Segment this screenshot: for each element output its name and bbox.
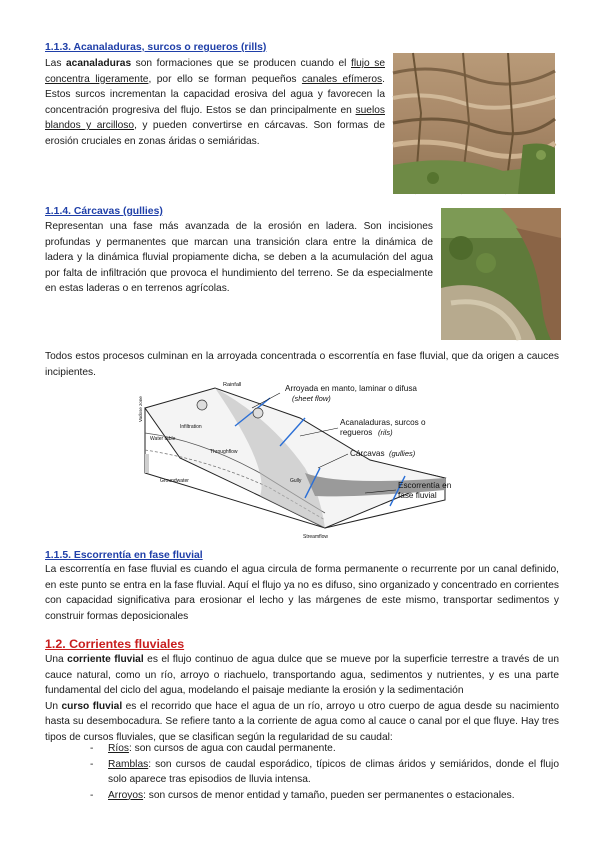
label-vadose: Vadose zone [138,396,143,422]
erosion-diagram [140,378,470,540]
corriente-fluvial-paragraph: Una corriente fluvial es el flujo continuo de agua dulce que se mueve por la superficie terrestre a través de un cauce natural, como un río, arroyo o riachuelo, transportando agua, sedimentos y nutrientes, y es una parte fundamental del ciclo del agua, modelando el paisaje mediante la erosión y la sedimentación [45,654,559,697]
label-streamflow: Streamflow [303,534,329,540]
list-item: - Ramblas: son cursos de caudal esporádico, típicos de climas áridos y semiáridos, donde el flujo solo aparece tras episodios de lluvia intensa. [90,758,559,786]
rills-photo [393,53,555,194]
section-114-heading: 1.1.4. Cárcavas (gullies) [45,206,163,217]
course-types-list [90,741,559,803]
label-rainfall: Rainfall [223,382,242,388]
label-sheet-flow-en: (sheet flow) [292,394,331,403]
label-gully: Gully [290,478,302,484]
label-water-table: Water table [150,436,176,442]
list-item: - Ríos: son cursos de agua con caudal permanente. [90,743,336,754]
label-rills-1: Acanaladuras, surcos o [340,418,426,427]
section-115-heading: 1.1.5. Escorrentía en fase fluvial [45,550,203,561]
label-infiltration: Infiltration [180,424,202,430]
section-113-heading: 1.1.3. Acanaladuras, surcos o regueros (rills) [45,42,267,53]
section-12-body [45,652,559,746]
label-groundwater: Groundwater [160,478,189,484]
label-throughflow: Throughflow [210,449,238,455]
label-channel-2: fase fluvial [398,491,437,500]
label-sheet-flow: Arroyada en manto, laminar o difusa [285,384,417,393]
label-rills-2: regueros [340,428,373,437]
gully-photo [441,208,561,340]
curso-fluvial-paragraph: Un curso fluvial es el recorrido que hace el agua de un río, arroyo u otro cuerpo de agua desde su nacimiento hasta su desembocadura. Se refiere tanto a la corriente de agua como al cauce o canal por el que fluye. Hay tres tipos de cursos fluviales, que se clasifican según la regularidad de su caudal: [45,700,559,743]
section-113-paragraph: Las acanaladuras son formaciones que se producen cuando el flujo se concentra ligeramente, por ello se forman pequeños canales efímeros. Estos surcos incrementan la capacidad erosiva del agua y favorecen la concentración progresiva del flujo. Estos se dan principalmente en suelos blandos y arcilloso, y pueden convertirse en cárcavas. Son formas de erosión cruciales en zonas áridas o semiáridas. [45,58,386,147]
label-channel-1: Escorrentía en [398,481,452,490]
section-115-paragraph: La escorrentía en fase fluvial es cuando el agua circula de forma permanente o recurrente por un canal definido, en este punto se entra en la fase fluvial. Aquí el flujo ya no es difuso, sino organizado y concentrado en corrientes con capacidad significativa para erosionar el lecho y las márgenes de este mismo, transportar sedimentos y construir formas deposicionales [45,564,559,622]
list-item: - Arroyos: son cursos de menor entidad y tamaño, pueden ser permanentes o estacionales. [90,789,515,801]
section-12-heading: 1.2. Corrientes fluviales [45,637,185,651]
label-rills-en: (rils) [378,428,393,437]
section-114-paragraph: Representan una fase más avanzada de la erosión en ladera. Son incisiones profundas y permanentes que marcan una transición clara entre la dinámica de ladera y la dinámica fluvial propiamente dicha, se deben a la acumulación del agua por falta de infiltración que provoca el hundimiento del terreno. Se da especialmente en estas laderas o en terrenos agrícolas. [45,221,433,295]
intro-paragraph: Todos estos procesos culminan en la arroyada concentrada o escorrentía en fase fluvial, que da origen a cauces incipientes. [45,351,559,378]
label-gullies: Cárcavas [350,449,385,458]
label-gullies-en: (gullies) [389,449,416,458]
